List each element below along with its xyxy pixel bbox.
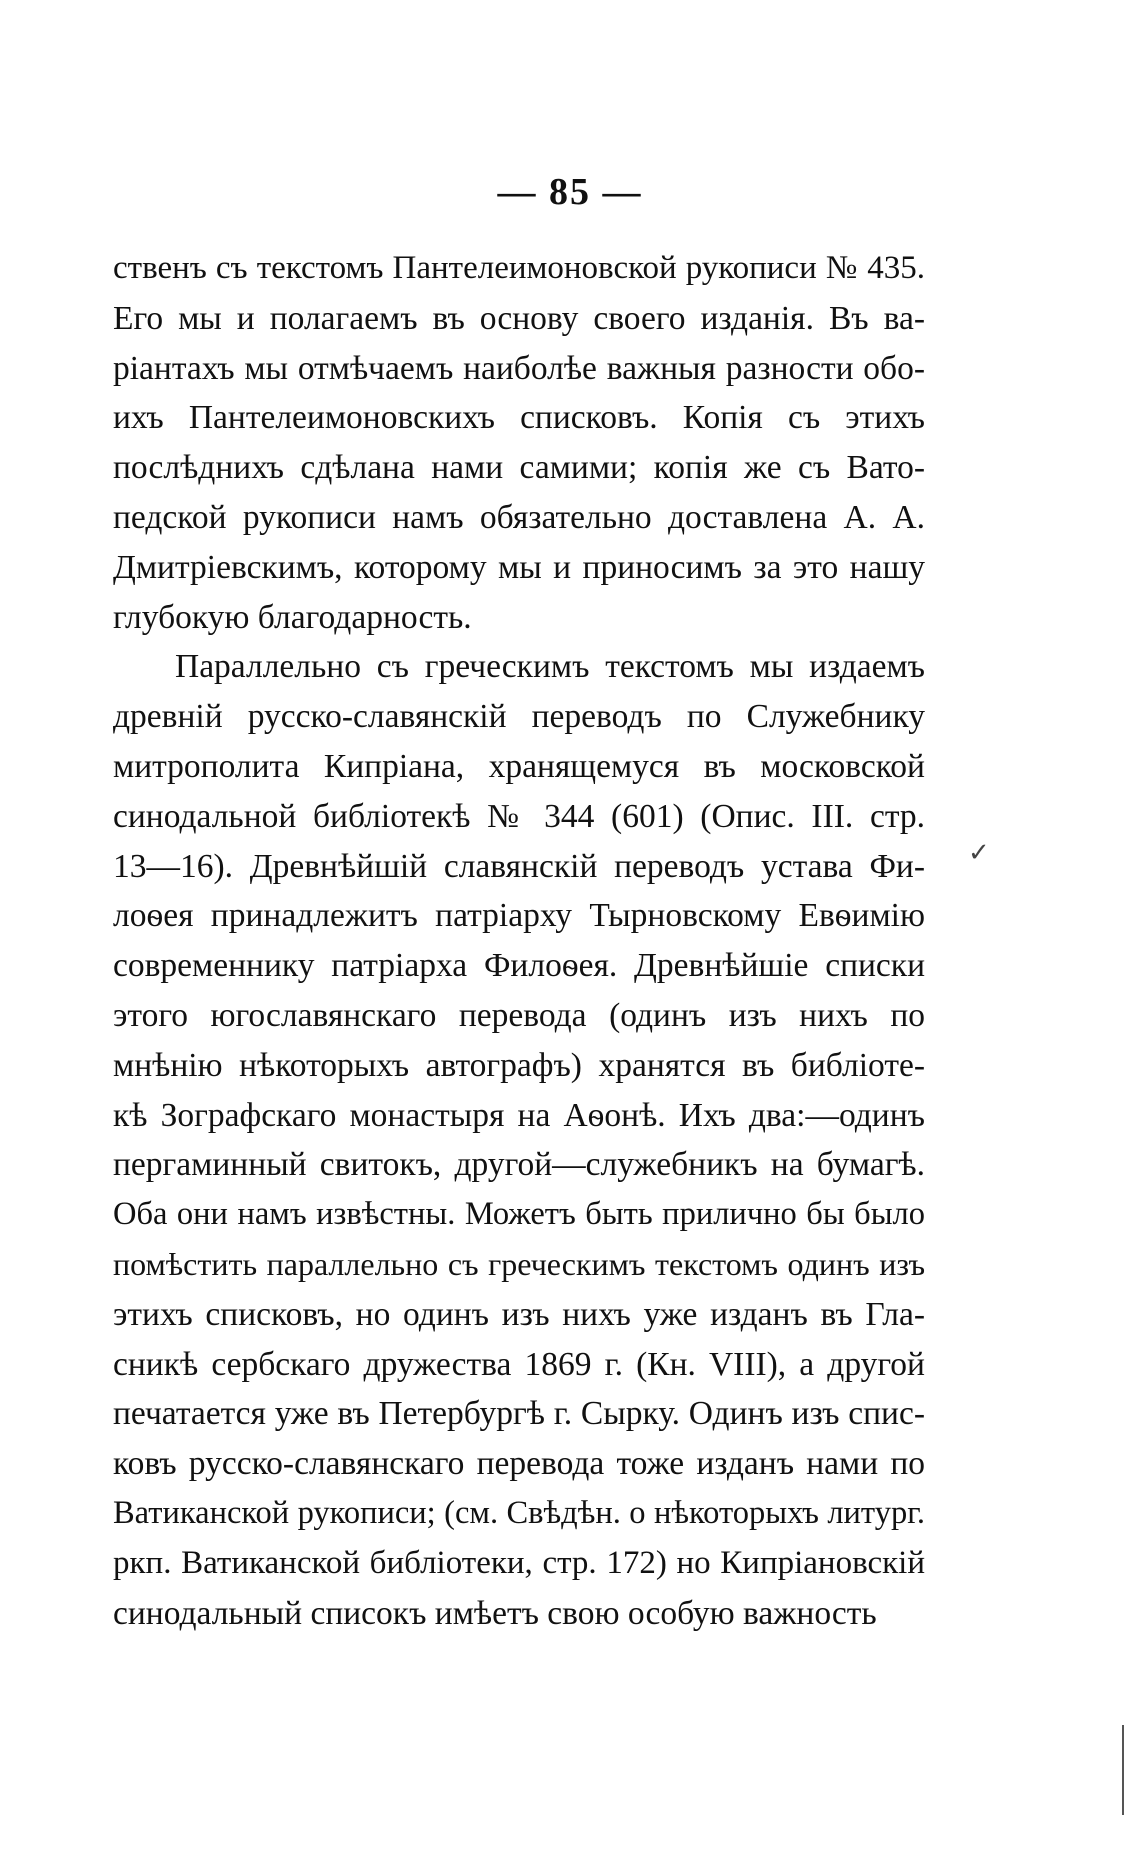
scan-edge-line: [1122, 1725, 1124, 1815]
text-line: Дмитріевскимъ, которому мы и приносимъ за это нашу: [113, 548, 925, 586]
text-line: кѣ Зографскаго монастыря на Аѳонѣ. Ихъ два:—одинъ: [113, 1096, 925, 1134]
text-line: этихъ списковъ, но одинъ изъ нихъ уже изданъ въ Гла-: [113, 1295, 925, 1333]
margin-mark: ✓: [968, 838, 990, 867]
text-line: ріантахъ мы отмѣчаемъ наиболѣе важныя разности обо-: [113, 349, 925, 387]
text-line: Оба они намъ извѣстны. Можетъ быть прилично бы было: [113, 1196, 925, 1233]
text-line: 13—16). Древнѣйшій славянскій переводъ устава Фи-: [113, 847, 925, 885]
text-line: Параллельно съ греческимъ текстомъ мы издаемъ: [175, 648, 925, 686]
page-number: — 85 —: [497, 171, 643, 213]
text-line: синодальный списокъ имѣетъ свою особую важность: [113, 1594, 877, 1632]
text-block: [113, 244, 925, 1638]
text-line: печатается уже въ Петербургѣ г. Сырку. Одинъ изъ спис-: [113, 1395, 925, 1433]
text-line: Его мы и полагаемъ въ основу своего изданія. Въ ва-: [113, 299, 925, 337]
text-line: древній русско-славянскій переводъ по Служебнику: [113, 698, 925, 736]
text-line: лоѳея принадлежитъ патріарху Тырновскому Евѳимію: [113, 897, 925, 935]
text-line: педской рукописи намъ обязательно доставлена А. А.: [113, 498, 925, 536]
text-line: ркп. Ватиканской библіотеки, стр. 172) но Кипріановскій: [113, 1544, 925, 1581]
text-line: пергаминный свитокъ, другой—служебникъ на бумагѣ.: [113, 1146, 925, 1184]
text-line: современнику патріарха Филоѳея. Древнѣйшіе списки: [113, 947, 925, 985]
text-line: мнѣнію нѣкоторыхъ автографъ) хранятся въ библіоте-: [113, 1046, 925, 1084]
text-line: этого югославянскаго перевода (одинъ изъ нихъ по: [113, 996, 925, 1034]
paragraph-1: [113, 244, 925, 642]
text-line: ковъ русско-славянскаго перевода тоже изданъ нами по: [113, 1445, 925, 1483]
text-line: ственъ съ текстомъ Пантелеимоновской рукописи № 435.: [113, 250, 925, 286]
paragraph-2: [113, 642, 925, 1638]
text-line: глубокую благодарность.: [113, 598, 472, 636]
text-line: ихъ Пантелеимоновскихъ списковъ. Копія съ этихъ: [113, 399, 925, 437]
text-line: синодальной библіотекѣ № 344 (601) (Опис. III. стр.: [113, 797, 925, 835]
text-line: сникѣ сербскаго дружества 1869 г. (Кн. VIII), а другой: [113, 1345, 925, 1383]
text-line: митрополита Кипріана, хранящемуся въ московской: [113, 747, 925, 785]
text-line: помѣстить параллельно съ греческимъ текстомъ одинъ изъ: [113, 1245, 925, 1282]
text-line: Ватиканской рукописи; (см. Свѣдѣн. о нѣкоторыхъ литург.: [113, 1494, 925, 1531]
text-line: послѣднихъ сдѣлана нами самими; копія же съ Вато-: [113, 449, 925, 487]
